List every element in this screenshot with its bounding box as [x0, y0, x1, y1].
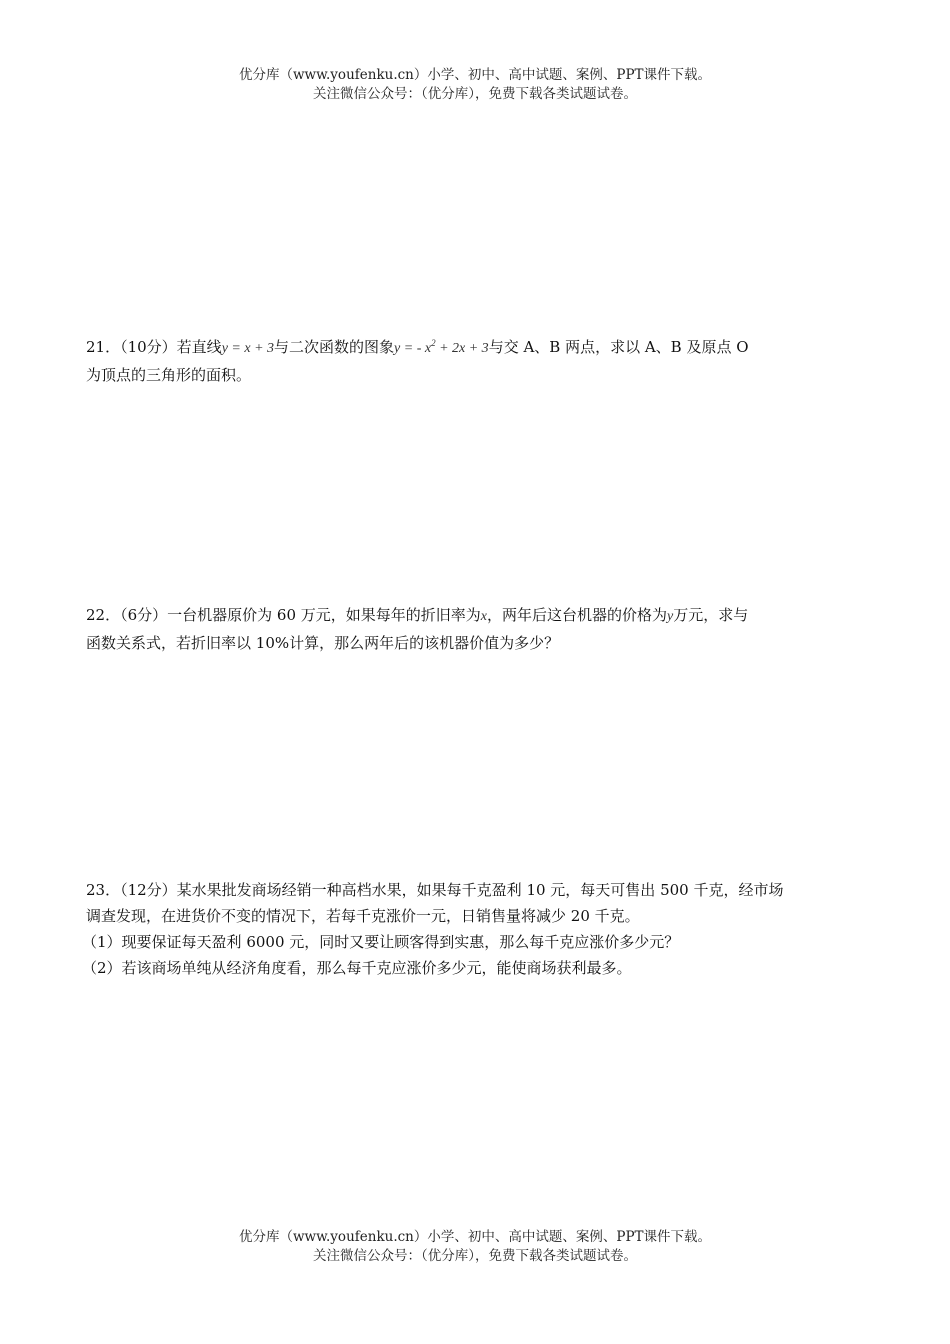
question-22 [86, 602, 856, 656]
q22-var-x: x [480, 609, 487, 624]
q21-prefix: 21．（10分）若直线 [86, 338, 222, 356]
q22-prefix: 22．（6分）一台机器原价为 60 万元，如果每年的折旧率为 [86, 606, 481, 624]
question-21-line-1 [86, 330, 856, 362]
question-23-part-2: （2）若该商场单纯从经济角度看，那么每千克应涨价多少元，能使商场获利最多。 [82, 959, 632, 977]
footer-line-2: 关注微信公众号：（优分库），免费下载各类试题试卷。 [313, 1248, 637, 1264]
header-line-2: 关注微信公众号：（优分库），免费下载各类试题试卷。 [313, 86, 637, 102]
question-21-line-2: 为顶点的三角形的面积。 [86, 366, 252, 384]
q21-eq2-exponent: 2 [431, 338, 436, 348]
q21-eq2-part-b: + 2x + 3 [435, 341, 489, 356]
question-23-line-1: 23．（12分）某水果批发商场经销一种高档水果，如果每千克盈利 10 元，每天可售出 500 千克，经市场 [86, 881, 784, 899]
q21-line-equation: y = x + 3 [221, 341, 275, 356]
page-footer [0, 1228, 950, 1266]
question-23-line-2: 调查发现，在进货价不变的情况下，若每千克涨价一元，日销售量将减少 20 千克。 [86, 907, 640, 925]
q22-suffix: 万元，求与 [673, 606, 749, 624]
question-22-line-2: 函数关系式，若折旧率以 10%计算，那么两年后的该机器价值为多少？ [86, 634, 560, 652]
question-23 [82, 877, 856, 981]
q21-mid: 与二次函数的图象 [274, 338, 395, 356]
q22-var-y: y [667, 609, 674, 624]
question-23-part-1: （1）现要保证每天盈利 6000 元，同时又要让顾客得到实惠，那么每千克应涨价多少元？ [82, 933, 680, 951]
q21-suffix: 与交 A、B 两点，求以 A、B 及原点 O [488, 338, 749, 356]
question-21 [86, 330, 856, 388]
header-line-1: 优分库（www.youfenku.cn）小学、初中、高中试题、案例、PPT课件下载。 [238, 67, 712, 83]
footer-line-1: 优分库（www.youfenku.cn）小学、初中、高中试题、案例、PPT课件下载。 [238, 1229, 712, 1245]
page-header [0, 66, 950, 104]
question-22-line-1 [86, 602, 856, 630]
q22-mid: ，两年后这台机器的价格为 [486, 606, 667, 624]
q21-quadratic-equation [394, 338, 489, 356]
q21-eq2-part-a: y = - x [394, 341, 432, 356]
